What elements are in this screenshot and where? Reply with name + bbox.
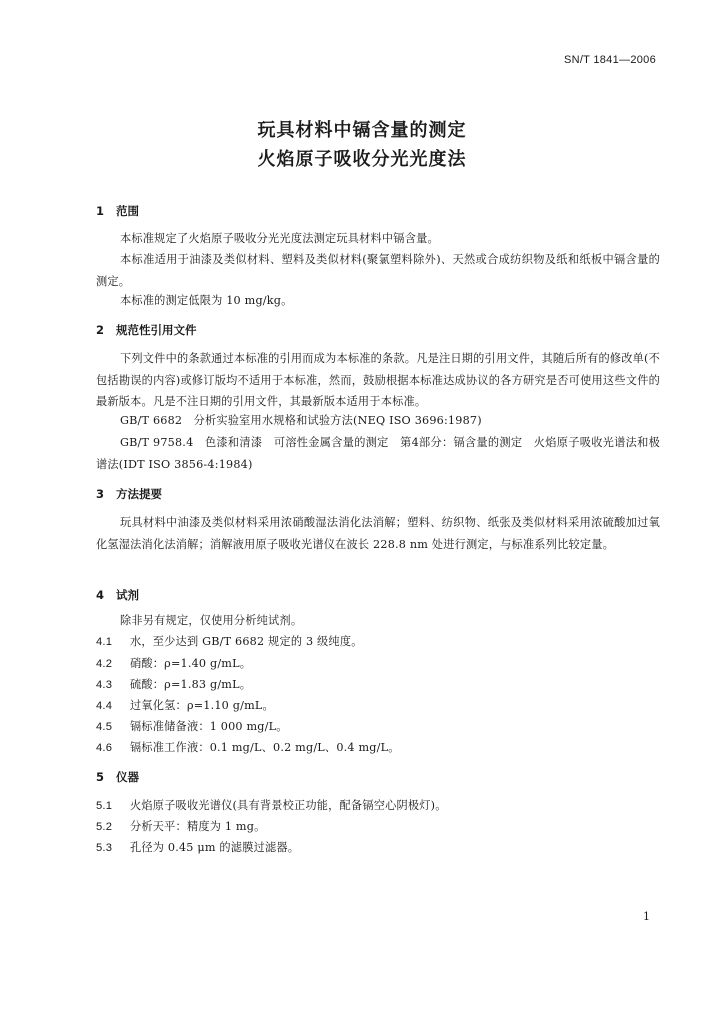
section-number: 2 <box>96 323 105 337</box>
section-4-heading <box>96 587 139 603</box>
item-text: 孔径为 0.45 μm 的滤膜过滤器。 <box>130 841 300 854</box>
list-item <box>96 797 447 813</box>
item-number: 4.4 <box>96 700 113 712</box>
item-number: 4.3 <box>96 679 113 691</box>
item-text: 镉标准工作液：0.1 mg/L、0.2 mg/L、0.4 mg/L。 <box>130 741 400 754</box>
section-1-paragraph-3: 本标准的测定低限为 10 mg/kg。 <box>120 294 293 307</box>
item-number: 4.2 <box>96 658 113 670</box>
list-item <box>96 697 274 713</box>
item-text: 过氧化氢：ρ=1.10 g/mL。 <box>130 699 274 712</box>
item-text: 镉标准储备液：1 000 mg/L。 <box>130 720 288 733</box>
normative-reference-1: GB/T 6682 分析实验室用水规格和试验方法(NEQ ISO 3696:1987) <box>120 414 482 427</box>
document-title-line-1: 玩具材料中镉含量的测定 <box>257 120 467 141</box>
item-text: 火焰原子吸收光谱仪(具有背景校正功能，配备镉空心阴极灯)。 <box>130 799 447 812</box>
section-title: 仪器 <box>116 770 139 784</box>
section-title: 规范性引用文件 <box>116 323 197 337</box>
section-3-paragraph-1: 玩具材料中油漆及类似材料采用浓硝酸湿法消化法消解；塑料、纺织物、纸张及类似材料采用浓硫酸加过氧化氢湿法消化法消解；消解液用原子吸收光谱仪在波长 228.8 nm 处进行测定，与标准系列比较定量。 <box>96 516 660 551</box>
section-1-heading <box>96 203 139 219</box>
item-number: 5.2 <box>96 821 113 833</box>
list-item <box>96 839 299 855</box>
item-number: 4.1 <box>96 636 113 648</box>
section-number: 3 <box>96 487 105 501</box>
section-title: 试剂 <box>116 588 139 602</box>
item-number: 4.6 <box>96 742 113 754</box>
section-2-paragraph-1: 下列文件中的条款通过本标准的引用而成为本标准的条款。凡是注日期的引用文件，其随后所有的修改单(不包括勘误的内容)或修订版均不适用于本标准，然而，鼓励根据本标准达成协议的各方研究是否可使用这些文件的最新版本。凡是不注日期的引用文件，其最新版本适用于本标准。 <box>96 352 660 408</box>
document-title-line-2: 火焰原子吸收分光光度法 <box>257 149 467 170</box>
list-item <box>96 739 400 755</box>
section-4-intro: 除非另有规定，仅使用分析纯试剂。 <box>120 614 303 627</box>
section-title: 方法提要 <box>116 487 162 501</box>
list-item <box>96 818 266 834</box>
list-item <box>96 633 363 649</box>
item-text: 分析天平：精度为 1 mg。 <box>130 820 266 833</box>
item-number: 4.5 <box>96 721 113 733</box>
list-item <box>96 655 251 671</box>
section-3-heading <box>96 486 162 502</box>
section-number: 4 <box>96 588 105 602</box>
list-item <box>96 676 251 692</box>
item-text: 硝酸：ρ=1.40 g/mL。 <box>130 657 252 670</box>
item-text: 硫酸：ρ=1.83 g/mL。 <box>130 678 252 691</box>
standard-code: SN/T 1841—2006 <box>563 54 656 66</box>
section-title: 范围 <box>116 204 139 218</box>
item-number: 5.3 <box>96 842 113 854</box>
normative-reference-2: GB/T 9758.4 色漆和清漆 可溶性金属含量的测定 第4部分：镉含量的测定 火焰原子吸收光谱法和极谱法(IDT ISO 3856-4:1984) <box>96 436 660 471</box>
page-number: 1 <box>643 910 650 923</box>
section-2-heading <box>96 322 197 338</box>
section-1-paragraph-1: 本标准规定了火焰原子吸收分光光度法测定玩具材料中镉含量。 <box>120 232 439 245</box>
section-number: 1 <box>96 204 105 218</box>
item-text: 水，至少达到 GB/T 6682 规定的 3 级纯度。 <box>130 635 363 648</box>
item-number: 5.1 <box>96 800 113 812</box>
section-5-heading <box>96 769 139 785</box>
list-item <box>96 718 288 734</box>
section-number: 5 <box>96 770 105 784</box>
section-1-paragraph-2: 本标准适用于油漆及类似材料、塑料及类似材料(聚氯塑料除外)、天然或合成纺织物及纸和纸板中镉含量的测定。 <box>96 253 660 288</box>
